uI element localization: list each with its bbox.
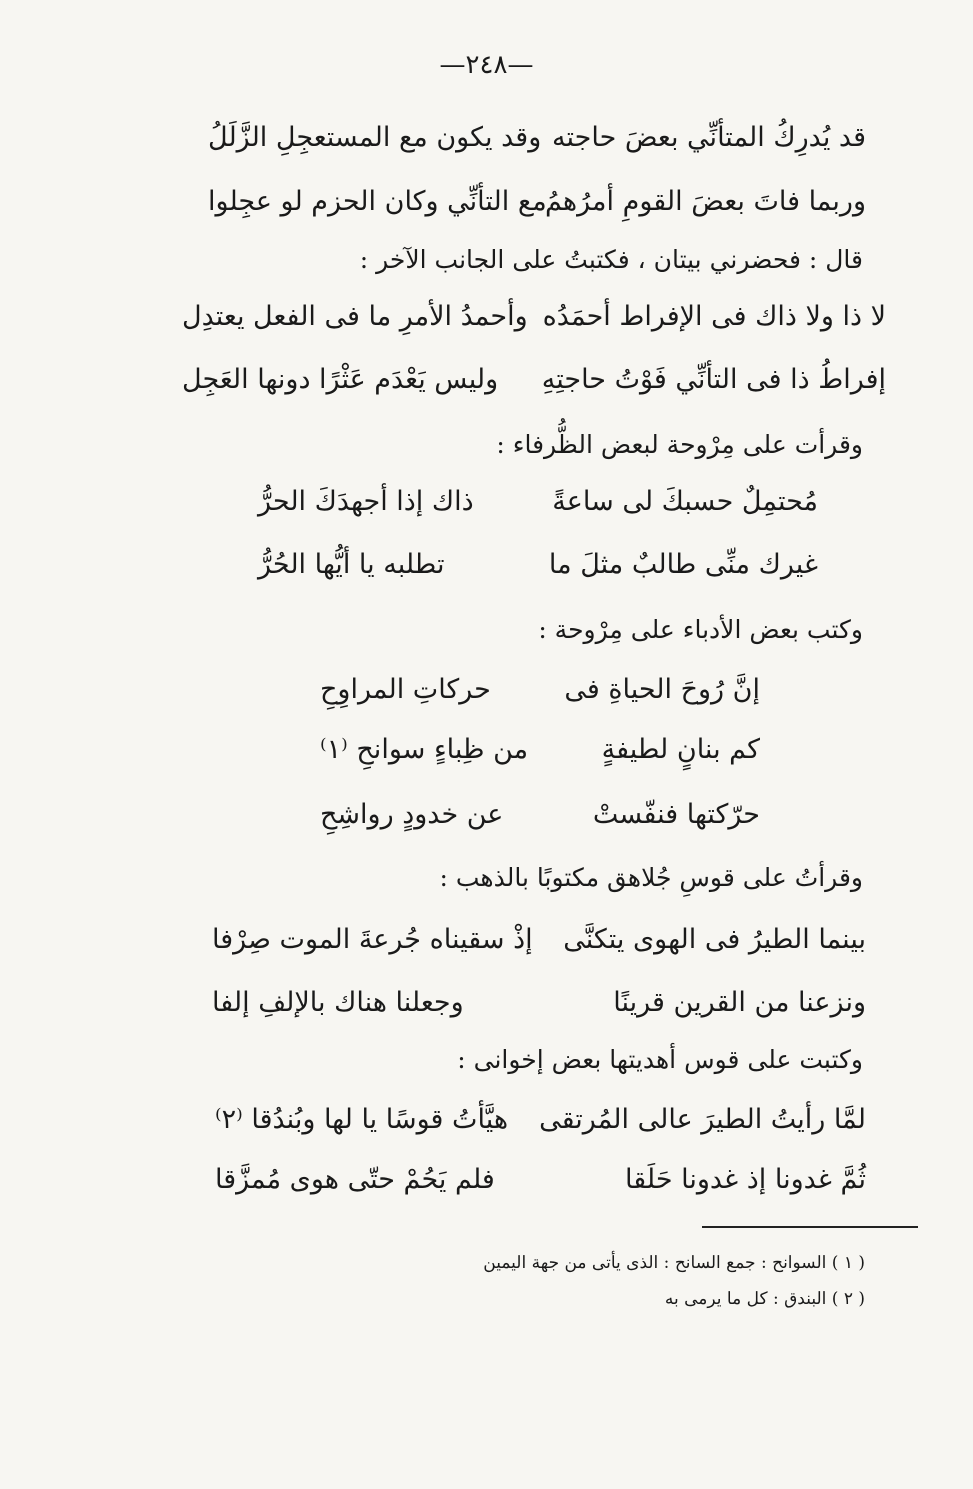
verse-line: [258, 545, 818, 585]
footnote-divider: [702, 1226, 918, 1228]
verse-line: [208, 182, 866, 222]
verse-second-hemistich: مع التأنِّي وكان الحزم لو عجِلوا: [208, 186, 547, 217]
verse-line: [258, 482, 818, 522]
prose-line: وقرأت على مِرْوحة لبعض الظُّرفاء :: [496, 430, 863, 459]
verse-second-hemistich: حركاتِ المراوِحِ: [320, 674, 491, 705]
verse-second-hemistich: فلم يَحُمْ حتّى هوى مُمزَّقا: [215, 1164, 495, 1195]
footnote-2: ( ٢ ) البندق : كل ما يرمى به: [664, 1289, 865, 1309]
verse-line: [208, 118, 866, 158]
verse-second-hemistich: تطلبه يا أيُّها الحُرُّ: [258, 549, 445, 580]
verse-first-hemistich: إفراطُ ذا فى التأنِّي فَوْتُ حاجتِهِ: [541, 364, 886, 395]
verse-line: [212, 920, 866, 960]
verse-line: [215, 1100, 866, 1140]
verse-second-hemistich: إذْ سقيناه جُرعةَ الموت صِرْفا: [212, 924, 533, 955]
prose-line: وكتب بعض الأدباء على مِرْوحة :: [538, 615, 863, 644]
verse-second-hemistich: وجعلنا هناك بالإلفِ إلفا: [212, 987, 464, 1018]
verse-second-hemistich: ذاك إذا أجهدَكَ الحرُّ: [258, 486, 474, 517]
verse-first-hemistich: حرّكتها فنفّستْ: [592, 799, 760, 830]
footnote-1: ( ١ ) السوانح : جمع السانح : الذى يأتى من جهة اليمين: [483, 1253, 865, 1273]
verse-second-hemistich: وليس يَعْدَم عَثْرًا دونها العَجِل: [182, 364, 499, 395]
verse-line: [320, 670, 760, 710]
verse-first-hemistich: قد يُدرِكُ المتأنِّي بعضَ حاجته: [552, 122, 866, 153]
verse-first-hemistich: ثُمَّ غدونا إذ غدونا حَلَقا: [625, 1164, 866, 1195]
verse-second-hemistich: عن خدودٍ رواشِحِ: [320, 799, 504, 830]
verse-line: [182, 360, 886, 400]
verse-first-hemistich: وربما فاتَ بعضَ القومِ أمرُهمُ: [544, 186, 866, 217]
verse-first-hemistich: إنَّ رُوحَ الحياةِ فى: [564, 674, 760, 705]
verse-first-hemistich: ونزعنا من القرين قرينًا: [613, 987, 866, 1018]
verse-line: [320, 730, 760, 770]
verse-first-hemistich: كم بنانٍ لطيفةٍ: [601, 734, 760, 765]
verse-first-hemistich: بينما الطيرُ فى الهوى يتكنَّى: [563, 924, 866, 955]
verse-first-hemistich: لمَّا رأيتُ الطيرَ عالى المُرتقى: [539, 1104, 866, 1135]
verse-second-hemistich: هيَّأتُ قوسًا يا لها وبُندُقا ⁽٢⁾: [215, 1104, 509, 1135]
verse-line: [182, 297, 886, 337]
verse-first-hemistich: لا ذا ولا ذاك فى الإفراط أحمَدُه: [542, 301, 886, 332]
verse-second-hemistich: وقد يكون مع المستعجِلِ الزَّلَلُ: [208, 122, 542, 153]
verse-line: [215, 1160, 866, 1200]
verse-line: [320, 795, 760, 835]
verse-line: [212, 983, 866, 1023]
prose-line: وقرأتُ على قوسِ جُلاهق مكتوبًا بالذهب :: [439, 863, 863, 892]
verse-second-hemistich: وأحمدُ الأمرِ ما فى الفعل يعتدِل: [182, 301, 528, 332]
verse-first-hemistich: غيرك منِّى طالبٌ مثلَ ما: [548, 549, 818, 580]
prose-line: قال : فحضرني بيتان ، فكتبتُ على الجانب الآخر :: [359, 245, 863, 274]
verse-first-hemistich: مُحتمِلٌ حسبكَ لى ساعةً: [552, 486, 818, 517]
prose-line: وكتبت على قوس أهديتها بعض إخوانى :: [457, 1045, 863, 1074]
verse-second-hemistich: من ظِباءٍ سوانحِ ⁽١⁾: [320, 734, 529, 765]
page-number: —٢٤٨—: [439, 50, 534, 80]
